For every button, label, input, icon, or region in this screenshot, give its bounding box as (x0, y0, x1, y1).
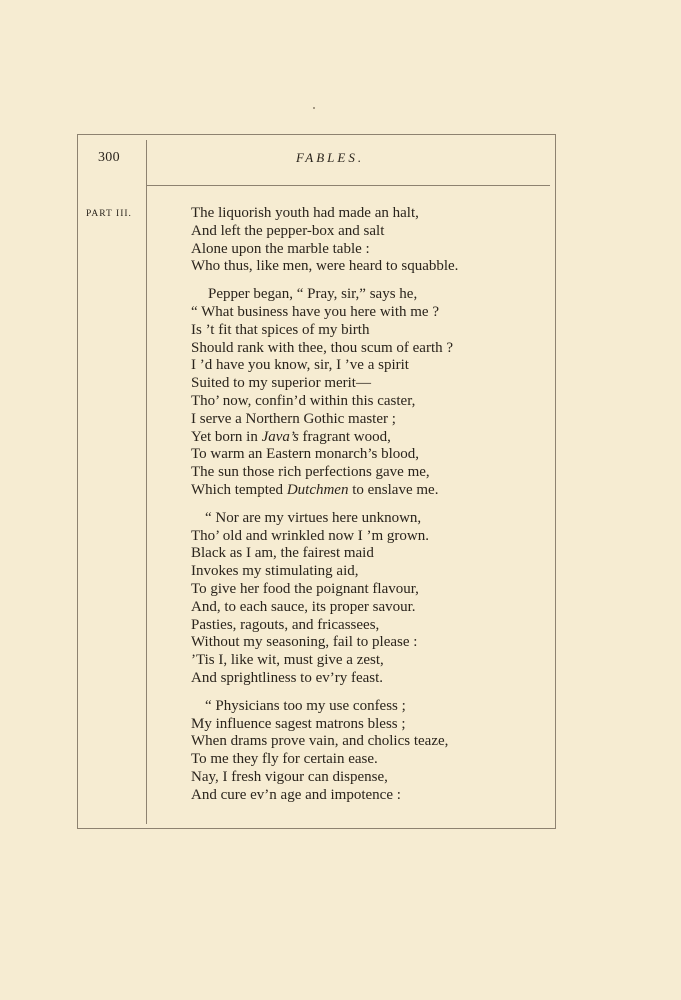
margin-rule (146, 140, 147, 824)
poem-line: And cure ev’n age and impotence : (191, 786, 401, 803)
line-text: to enslave me. (348, 481, 439, 498)
poem-line: “ Nor are my virtues here unknown, (205, 509, 422, 526)
poem-line: Without my seasoning, fail to please : (191, 634, 418, 651)
poem-line: ’Tis I, like wit, must give a zest, (191, 652, 384, 669)
printer-mark (313, 107, 315, 109)
poem-line: I ’d have you know, sir, I ’ve a spirit (191, 357, 409, 374)
line-text: Which tempted (191, 481, 287, 498)
poem-line: To me they fly for certain ease. (191, 751, 378, 768)
poem-line: Should rank with thee, thou scum of earth ? (191, 339, 454, 356)
stanza (191, 205, 546, 276)
poem-line: My influence sagest matrons bless ; (191, 715, 406, 732)
header-rule (146, 185, 550, 186)
poem-line: To give her food the poignant flavour, (191, 580, 419, 597)
poem-line: The liquorish youth had made an halt, (191, 205, 419, 221)
poem-line: Alone upon the marble table : (191, 240, 370, 257)
poem-line: To warm an Eastern monarch’s blood, (191, 446, 420, 463)
poem-line: I serve a Northern Gothic master ; (191, 410, 396, 427)
poem-line: Is ’t fit that spices of my birth (191, 321, 370, 338)
poem-line: And, to each sauce, its proper savour. (191, 598, 416, 615)
poem-line: Suited to my superior merit— (191, 375, 371, 392)
poem-line (191, 482, 546, 500)
poem-line: Pasties, ragouts, and fricassees, (191, 616, 380, 633)
poem-line: Invokes my stimulating aid, (191, 563, 359, 580)
poem-line: “ Physicians too my use confess ; (205, 697, 406, 714)
line-text: Yet born in (191, 428, 262, 445)
stanza (191, 286, 546, 500)
poem-line: The sun those rich perfections gave me, (191, 464, 430, 481)
poem-line: Tho’ now, confin’d within this caster, (191, 392, 416, 409)
part-label: PART III. (86, 209, 132, 219)
poem-line: Who thus, like men, were heard to squabble. (191, 258, 459, 275)
page-number: 300 (98, 150, 120, 165)
italic-word: Dutchmen (286, 481, 349, 498)
poem-line: And left the pepper-box and salt (191, 222, 385, 239)
poem-line: Nay, I fresh vigour can dispense, (191, 768, 388, 785)
poem-line: When drams prove vain, and cholics teaze, (191, 733, 449, 750)
stanza (191, 510, 546, 688)
running-head: FABLES. (296, 150, 365, 165)
poem-line: And sprightliness to ev’ry feast. (191, 669, 384, 686)
poem-line: Tho’ old and wrinkled now I ’m grown. (191, 527, 430, 544)
italic-word: Java’s (261, 428, 299, 445)
line-text: fragrant wood, (298, 428, 391, 445)
poem-body (191, 205, 546, 815)
poem-line: “ What business have you here with me ? (191, 303, 439, 320)
stanza (191, 698, 546, 805)
poem-line: Pepper began, “ Pray, sir,” says he, (208, 286, 418, 303)
poem-line: Black as I am, the fairest maid (191, 545, 374, 562)
poem-line (191, 429, 546, 447)
